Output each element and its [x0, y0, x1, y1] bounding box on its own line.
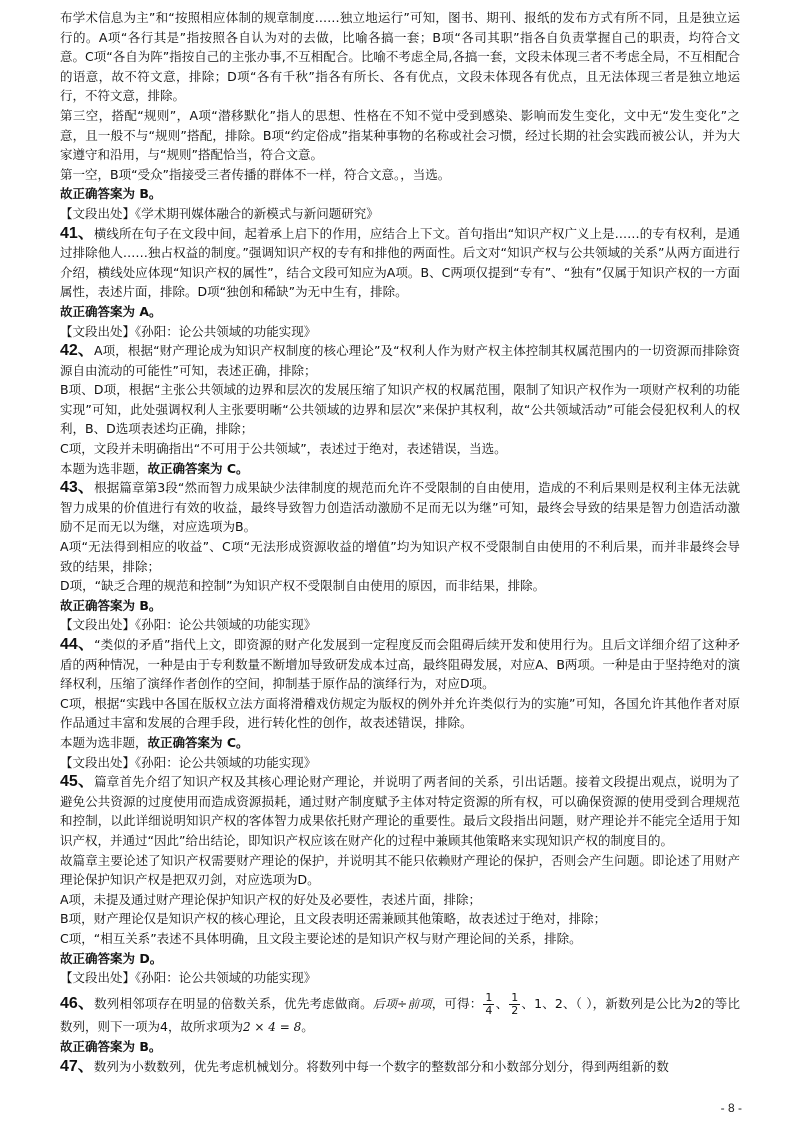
- question-number: 46、: [60, 994, 95, 1012]
- source-line: 【文段出处】《学术期刊媒体融合的新模式与新问题研究》: [60, 205, 379, 221]
- note-text: 本题为选非题，: [60, 734, 148, 750]
- paragraph: 第一空，B项“受众”指接受三者传播的群体不一样，符合文意。，当选。: [60, 166, 451, 182]
- question-number: 45、: [60, 773, 95, 791]
- fraction-one-quarter: [483, 992, 494, 1017]
- question-number: 41、: [60, 224, 94, 242]
- source-line: 【文段出处】《孙阳：论公共领域的功能实现》: [60, 617, 317, 633]
- paragraph: D项，“缺乏合理的规范和控制”为知识产权不受限制自由使用的原因，而非结果，排除。: [60, 578, 546, 594]
- paragraph: C项，“相互关系”表述不具体明确，且文段主要论述的是知识产权与财产理论间的关系，排除。: [60, 930, 582, 946]
- paragraph: B项，财产理论仅是知识产权的核心理论，且文段表明还需兼顾其他策略，故表述过于绝对，排除；: [60, 911, 607, 927]
- question-41: [60, 224, 740, 302]
- question-number: 42、: [60, 342, 95, 360]
- answer-line: 故正确答案为 B。: [60, 1039, 162, 1055]
- question-42: [60, 341, 740, 380]
- paragraph: C项，文段并未明确指出“不可用于公共领域”，表述过于绝对，表述错误，当选。: [60, 441, 507, 457]
- paragraph: A项“无法得到相应的收益”、C项“无法形成资源收益的增值”均为知识产权不受限制自由使用的不利后果，而并非最终会导致的结果，排除；: [60, 539, 740, 574]
- source-line: 【文段出处】《孙阳：论公共领域的功能实现》: [60, 754, 317, 770]
- answer-explanations: [60, 8, 740, 1076]
- fraction-denominator: 4: [485, 1003, 493, 1017]
- paragraph: 故篇章主要论述了知识产权需要财产理论的保护，并说明其不能只依赖财产理论的保护，否则会产生问题。即论述了用财产理论保护知识产权是把双刃剑，对应选项为D。: [60, 852, 740, 888]
- answer-line: 故正确答案为 B。: [60, 186, 162, 202]
- explanation-text: 数列相邻项存在明显的倍数关系，优先考虑做商。: [94, 995, 373, 1011]
- answer-line: 故正确答案为 B。: [60, 597, 162, 613]
- fraction-numerator: 1: [485, 990, 493, 1004]
- paragraph: 第三空，搭配“规则”，A项“潜移默化”指人的思想、性格在不知不觉中受到感染、影响而发生变化，文中无“发生变化”之意，且一般不与“规则”搭配，排除。B项“约定俗成”指某种事物的名称或社会习惯，经过长期的社会实践而被公认，并为大家遵守和沿用，与“规则”搭配恰当，符合文意。: [60, 107, 740, 163]
- answer-text: 故正确答案为 C。: [147, 734, 249, 750]
- question-43: [60, 478, 740, 537]
- fraction-one-half: [509, 992, 520, 1017]
- paragraph: C项，根据“实践中各国在版权立法方面将滑稽戏仿规定为版权的例外并允许类似行为的实施”可知，各国允许其他作者对原作品通过丰富和发展的合理手段，进行转化性的创作，故表述错误，排除。: [60, 695, 740, 731]
- fraction-numerator: 1: [511, 990, 519, 1004]
- answer-line: [60, 733, 740, 753]
- paragraph: A项，未提及通过财产理论保护知识产权的好处及必要性，表述片面，排除；: [60, 891, 482, 907]
- separator: 、: [495, 995, 509, 1011]
- explanation-text: 。: [301, 1018, 314, 1034]
- question-46: [60, 992, 740, 1038]
- question-number: 43、: [60, 479, 95, 497]
- question-45: [60, 772, 740, 850]
- page-number: - 8 -: [720, 1101, 742, 1115]
- formula-text: 后项÷前项: [372, 996, 432, 1011]
- source-line: 【文段出处】《孙阳：论公共领域的功能实现》: [60, 323, 317, 339]
- explanation-text: 横线所在句子在文段中间，起着承上启下的作用，应结合上下文。首句指出“知识产权广义上是……的专有权利，是通过排除他人……独占权益的制度。”强调知识产权的专有和排他的两面性。后文对“知识产权与公共领域的关系”从两方面进行介绍，横线处应体现“知识产权的属性”，结合文段可知应为A项。B、C两项仅提到“专有”、“独有”仅属于知识产权的一方面属性，表述片面，排除。D项“独创和稀缺”为无中生有，排除。: [60, 225, 740, 300]
- question-47: [60, 1057, 740, 1077]
- answer-line: 故正确答案为 A。: [60, 303, 162, 319]
- fraction-denominator: 2: [511, 1003, 519, 1017]
- paragraph: 布学术信息为主”和“按照相应体制的规章制度……独立地运行”可知，图书、期刊、报纸的发布方式有所不同，且是独立运行的。A项“各行其是”指按照各自认为对的去做，比喻各搞一套；B项“各司其职”指各自负责掌握自己的职责，均符合文意。C项“各自为阵”指按自己的主张办事,不互相配合。比喻不考虑全局,各搞一套，文段未体现三者不考虑全局，不互相配合的语意，故不符文意，排除；D项“各有千秋”指各有所长、各有优点，文段未体现各有优点，且无法体现三者是独立地运行，不符文意，排除。: [60, 10, 740, 104]
- answer-line: 故正确答案为 D。: [60, 950, 163, 966]
- note-text: 本题为选非题，: [60, 460, 148, 476]
- formula-expression: 2 × 4 = 8: [242, 1019, 302, 1034]
- explanation-text: 篇章首先介绍了知识产权及其核心理论财产理论，并说明了两者间的关系，引出话题。接着文段提出观点，说明为了避免公共资源的过度使用而造成资源损耗，通过财产制度赋予主体对特定资源的所有权，可以确保资源的使用受到合理规范和控制，以此详细说明知识产权的客体智力成果依托财产理论的重要性。最后文段指出问题，财产理论并不能完全适用于知识产权，并通过“因此”给出结论，即知识产权应该在财产化的过程中兼顾其他策略来实现知识产权的制度目的。: [60, 774, 740, 848]
- answer-text: 故正确答案为 C。: [147, 460, 249, 476]
- explanation-text: “类似的矛盾”指代上文，即资源的财产化发展到一定程度反而会阻碍后续开发和使用行为。且后文详细介绍了这种矛盾的两种情况，一种是由于专利数量不断增加导致研发成本过高，最终阻碍发展，对应A、B两项。一种是由于坚持绝对的演绎权利，压缩了演绎作者创作的空间，抑制基于原作品的演绎行为，对应D项。: [60, 637, 740, 692]
- explanation-text: 根据篇章第3段“然而智力成果缺少法律制度的规范而允许不受限制的自由使用，造成的不利后果则是权利主体无法就智力成果的价值进行有效的收益，最终导致智力创造活动激励不足而无以为继”可知，最终会导致的结果是智力创造活动激励不足而无以为继，对应选项为B。: [60, 480, 740, 535]
- answer-line: [60, 459, 740, 479]
- question-number: 44、: [60, 636, 95, 653]
- paragraph: B项、D项，根据“主张公共领域的边界和层次的发展压缩了知识产权的权属范围，限制了知识产权作为一项财产权利的功能实现”可知，此处强调权利人主张要明晰“公共领域的边界和层次”来保护其权利，故“公共领域活动”可能会侵犯权利人的权利，B、D选项表述均正确，排除；: [60, 382, 740, 437]
- explanation-text: A项，根据“财产理论成为知识产权制度的核心理论”及“权利人作为财产权主体控制其权属范围内的一切资源而排除资源自由流动的可能性”可知，表述正确，排除；: [60, 343, 740, 378]
- question-number: 47、: [60, 1057, 94, 1075]
- explanation-text: 、1、2、（ ），新数列是公比为2的等比数列，则下一项为4，故所求项为: [60, 995, 740, 1034]
- explanation-text: 数列为小数数列，优先考虑机械划分。将数列中每一个数字的整数部分和小数部分划分，得到两组新的数: [93, 1058, 669, 1074]
- question-44: [60, 635, 740, 694]
- explanation-text: ，可得：: [431, 995, 483, 1011]
- source-line: 【文段出处】《孙阳：论公共领域的功能实现》: [60, 970, 317, 986]
